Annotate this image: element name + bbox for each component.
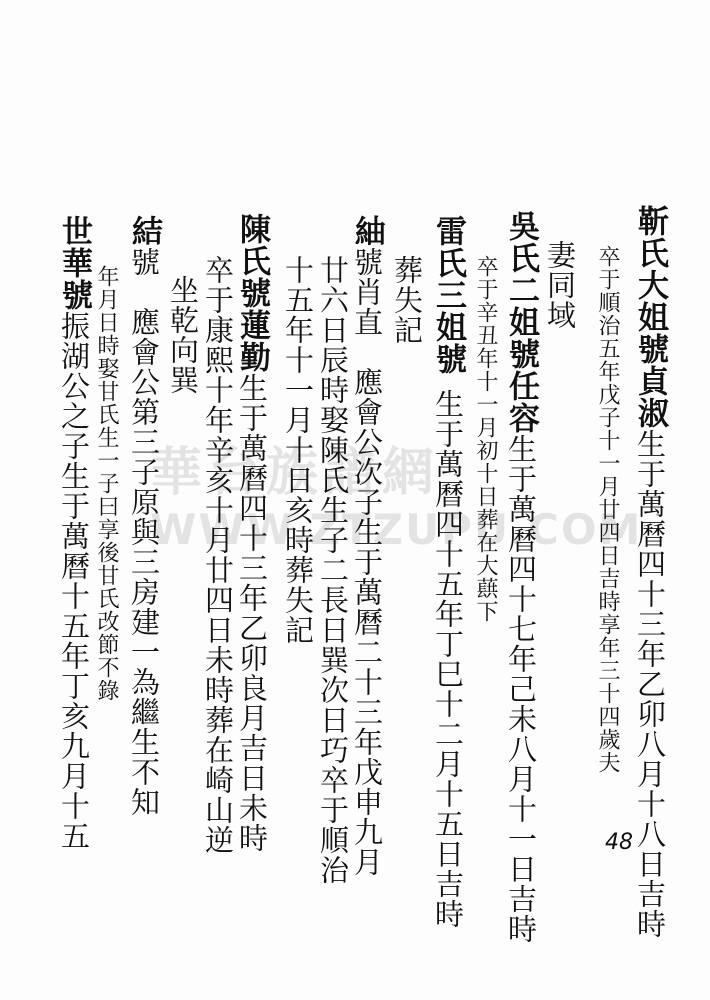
text-column-16 [56, 215, 92, 851]
column-text: 十五年十一月十日亥時葬失記 [281, 255, 315, 645]
column-text: 卒于康熙十年辛亥十月廿四日未時葬在崎山逆 [201, 255, 235, 855]
column-heading: 陳氏號蓮勤 [234, 213, 270, 373]
column-text: 年月日時娶甘氏生一子曰享後甘氏改節不錄 [94, 265, 119, 702]
column-text: 生于萬曆四十三年乙卯八月十八日吉時 [633, 429, 667, 939]
column-heading: 吳氏二姐號任容 [503, 210, 539, 434]
text-column-11 [234, 213, 270, 853]
text-column-12 [201, 255, 235, 855]
column-heading: 結 [126, 215, 162, 247]
text-column-4 [503, 210, 539, 944]
text-column-10 [281, 255, 315, 645]
column-text: 生于萬曆四十七年己未八月十一日吉時 [504, 434, 538, 944]
column-text: 號肖直 應會公次子生于萬曆二十三年戊申九月 [350, 247, 384, 877]
column-heading: 靳氏大姐號貞淑 [632, 205, 668, 429]
text-column-9 [316, 255, 350, 885]
watermark-text: 華台族譜網 [150, 443, 441, 503]
column-text: 生于萬曆四十三年乙卯良月吉日未時 [235, 373, 269, 853]
column-text: 妻同域 [543, 240, 577, 330]
text-column-6 [430, 215, 466, 929]
column-text: 卒于辛丑年十一月初十日葬在大蕻下 [473, 255, 498, 623]
column-heading: 世華號 [56, 215, 92, 311]
text-column-1 [632, 205, 668, 939]
page-number: 48 [605, 830, 633, 855]
column-text: 卒于順治五年戊子十一月廿四日吉時享年三十四歲夫 [595, 245, 620, 774]
column-text: 葬失記 [390, 255, 424, 345]
text-column-8 [349, 215, 385, 877]
text-column-7 [390, 255, 424, 345]
text-column-5 [474, 255, 496, 623]
column-text: 號 應會公第三子原與三房建一為繼生不知 [127, 247, 161, 817]
text-column-3 [543, 240, 577, 330]
column-heading: 雷氏三姐號 [430, 215, 466, 375]
watermark-url: WWW.ZTZUPU.COM [150, 505, 643, 554]
text-column-14 [126, 215, 162, 817]
text-column-13 [166, 275, 200, 395]
column-text: 生于萬曆四十五年丁巳十二月十五日吉時 [431, 389, 465, 929]
column-text: 振湖公之子生于萬曆十五年丁亥九月十五 [57, 311, 91, 851]
column-text: 坐乾向巽 [166, 275, 200, 395]
column-heading: 紬 [349, 215, 385, 247]
text-column-15 [95, 265, 117, 702]
column-text: 廿六日辰時娶陳氏生子二長日巽次日巧卒于順治 [316, 255, 350, 885]
text-column-2 [596, 245, 618, 774]
